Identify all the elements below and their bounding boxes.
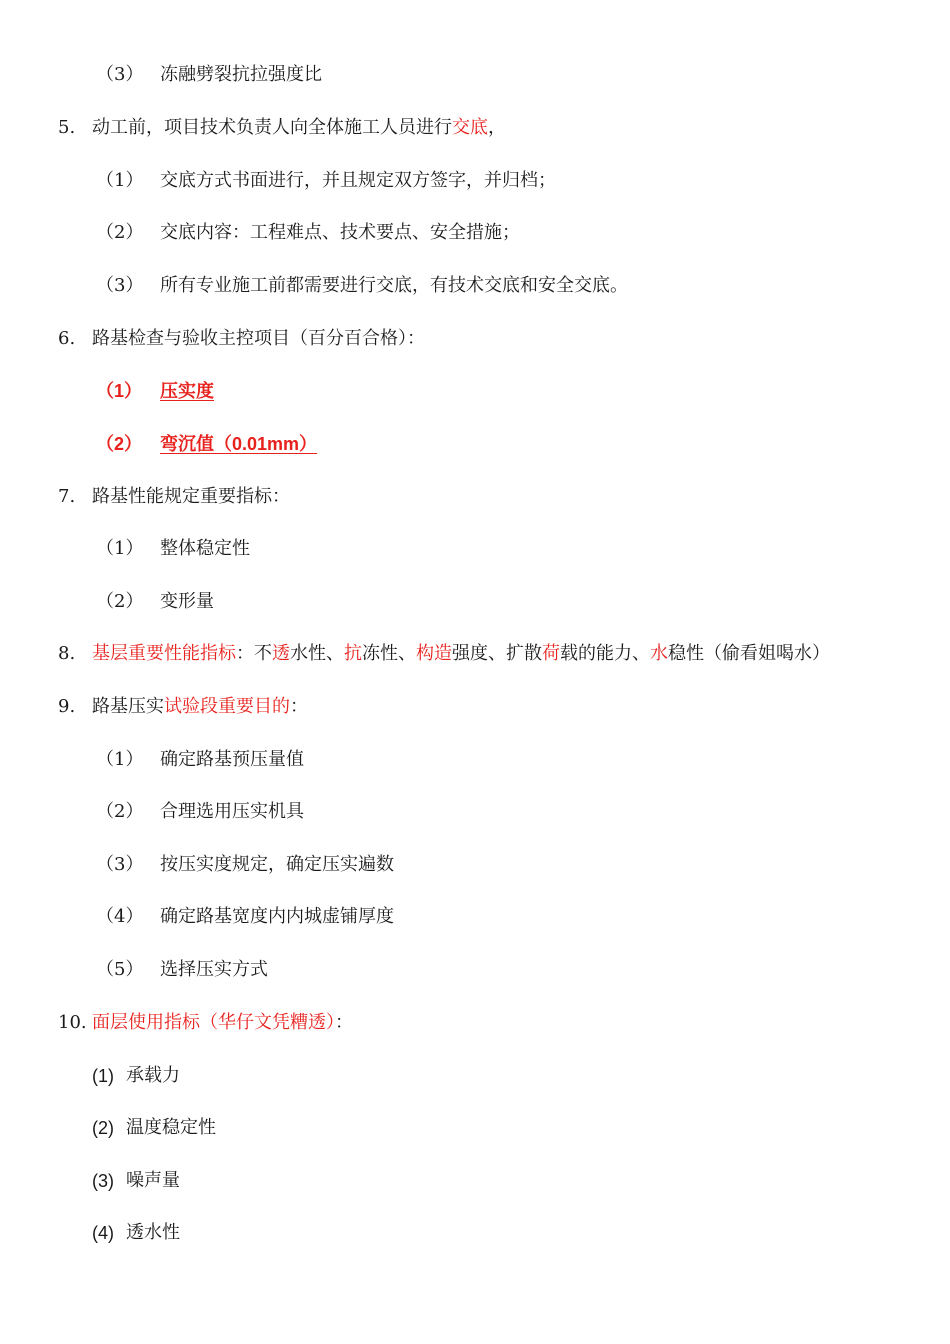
item-text: 噪声量 (126, 1170, 180, 1191)
item-text: 交底内容：工程难点、技术要点、安全措施； (160, 222, 520, 243)
highlight-text: 面层使用指标（华仔文凭糟透） (92, 1012, 335, 1033)
item-marker: (2) (92, 1118, 114, 1138)
item-marker: （4） (96, 906, 144, 927)
item-text: 弯沉值（0.01mm） (160, 434, 318, 454)
item-text: 确定路基宽度内内城虚铺厚度 (160, 906, 394, 927)
item-marker: （2） (96, 591, 144, 612)
item-marker: (4) (92, 1223, 114, 1243)
item-marker: （3） (96, 854, 144, 875)
item-number: 7. (58, 486, 76, 507)
item-marker: （1） (96, 538, 144, 559)
item-text: 确定路基预压量值 (160, 749, 304, 770)
highlight-text: 试验段重要目的 (164, 696, 290, 717)
item-number: 9. (58, 696, 76, 717)
item-marker: （2） (96, 801, 144, 822)
highlight-text: 交底 (452, 117, 488, 138)
item-text: 温度稳定性 (126, 1117, 216, 1138)
item-text: 承载力 (126, 1065, 180, 1086)
item-marker: （3） (96, 275, 144, 296)
item-text: 整体稳定性 (160, 538, 250, 559)
item-number: 10. (58, 1012, 87, 1033)
item-text: 所有专业施工前都需要进行交底，有技术交底和安全交底。 (160, 275, 628, 296)
item-text: 交底方式书面进行，并且规定双方签字，并归档； (160, 170, 556, 191)
item-marker: （1） (96, 170, 144, 191)
item-number: 5. (58, 117, 76, 138)
item-text: 选择压实方式 (160, 959, 268, 980)
item-marker: （1） (96, 381, 143, 401)
item-number: 6. (58, 328, 76, 349)
item-marker: （1） (96, 749, 144, 770)
item-marker: （3） (96, 64, 144, 85)
item-marker: (3) (92, 1171, 114, 1191)
item-text: 路基压实试验段重要目的： (92, 696, 308, 717)
item-text: 路基性能规定重要指标： (92, 486, 290, 507)
item-text: 变形量 (160, 591, 214, 612)
item-text: 按压实度规定，确定压实遍数 (160, 854, 394, 875)
item-marker: （2） (96, 434, 143, 454)
item-marker: （5） (96, 959, 144, 980)
item-text: 动工前，项目技术负责人向全体施工人员进行交底， (92, 117, 506, 138)
item-text: 合理选用压实机具 (160, 801, 304, 822)
item-marker: （2） (96, 222, 144, 243)
item-text: 压实度 (160, 381, 214, 401)
item-text: 冻融劈裂抗拉强度比 (160, 64, 322, 85)
item-text: 透水性 (126, 1222, 180, 1243)
item-text: 基层重要性能指标：不透水性、抗冻性、构造强度、扩散荷载的能力、水稳性（偷看姐喝水） (92, 643, 830, 664)
item-text: 路基检查与验收主控项目（百分百合格）： (92, 328, 425, 349)
item-number: 8. (58, 643, 76, 664)
item-marker: (1) (92, 1066, 114, 1086)
item-text: 面层使用指标（华仔文凭糟透）： (92, 1012, 353, 1033)
